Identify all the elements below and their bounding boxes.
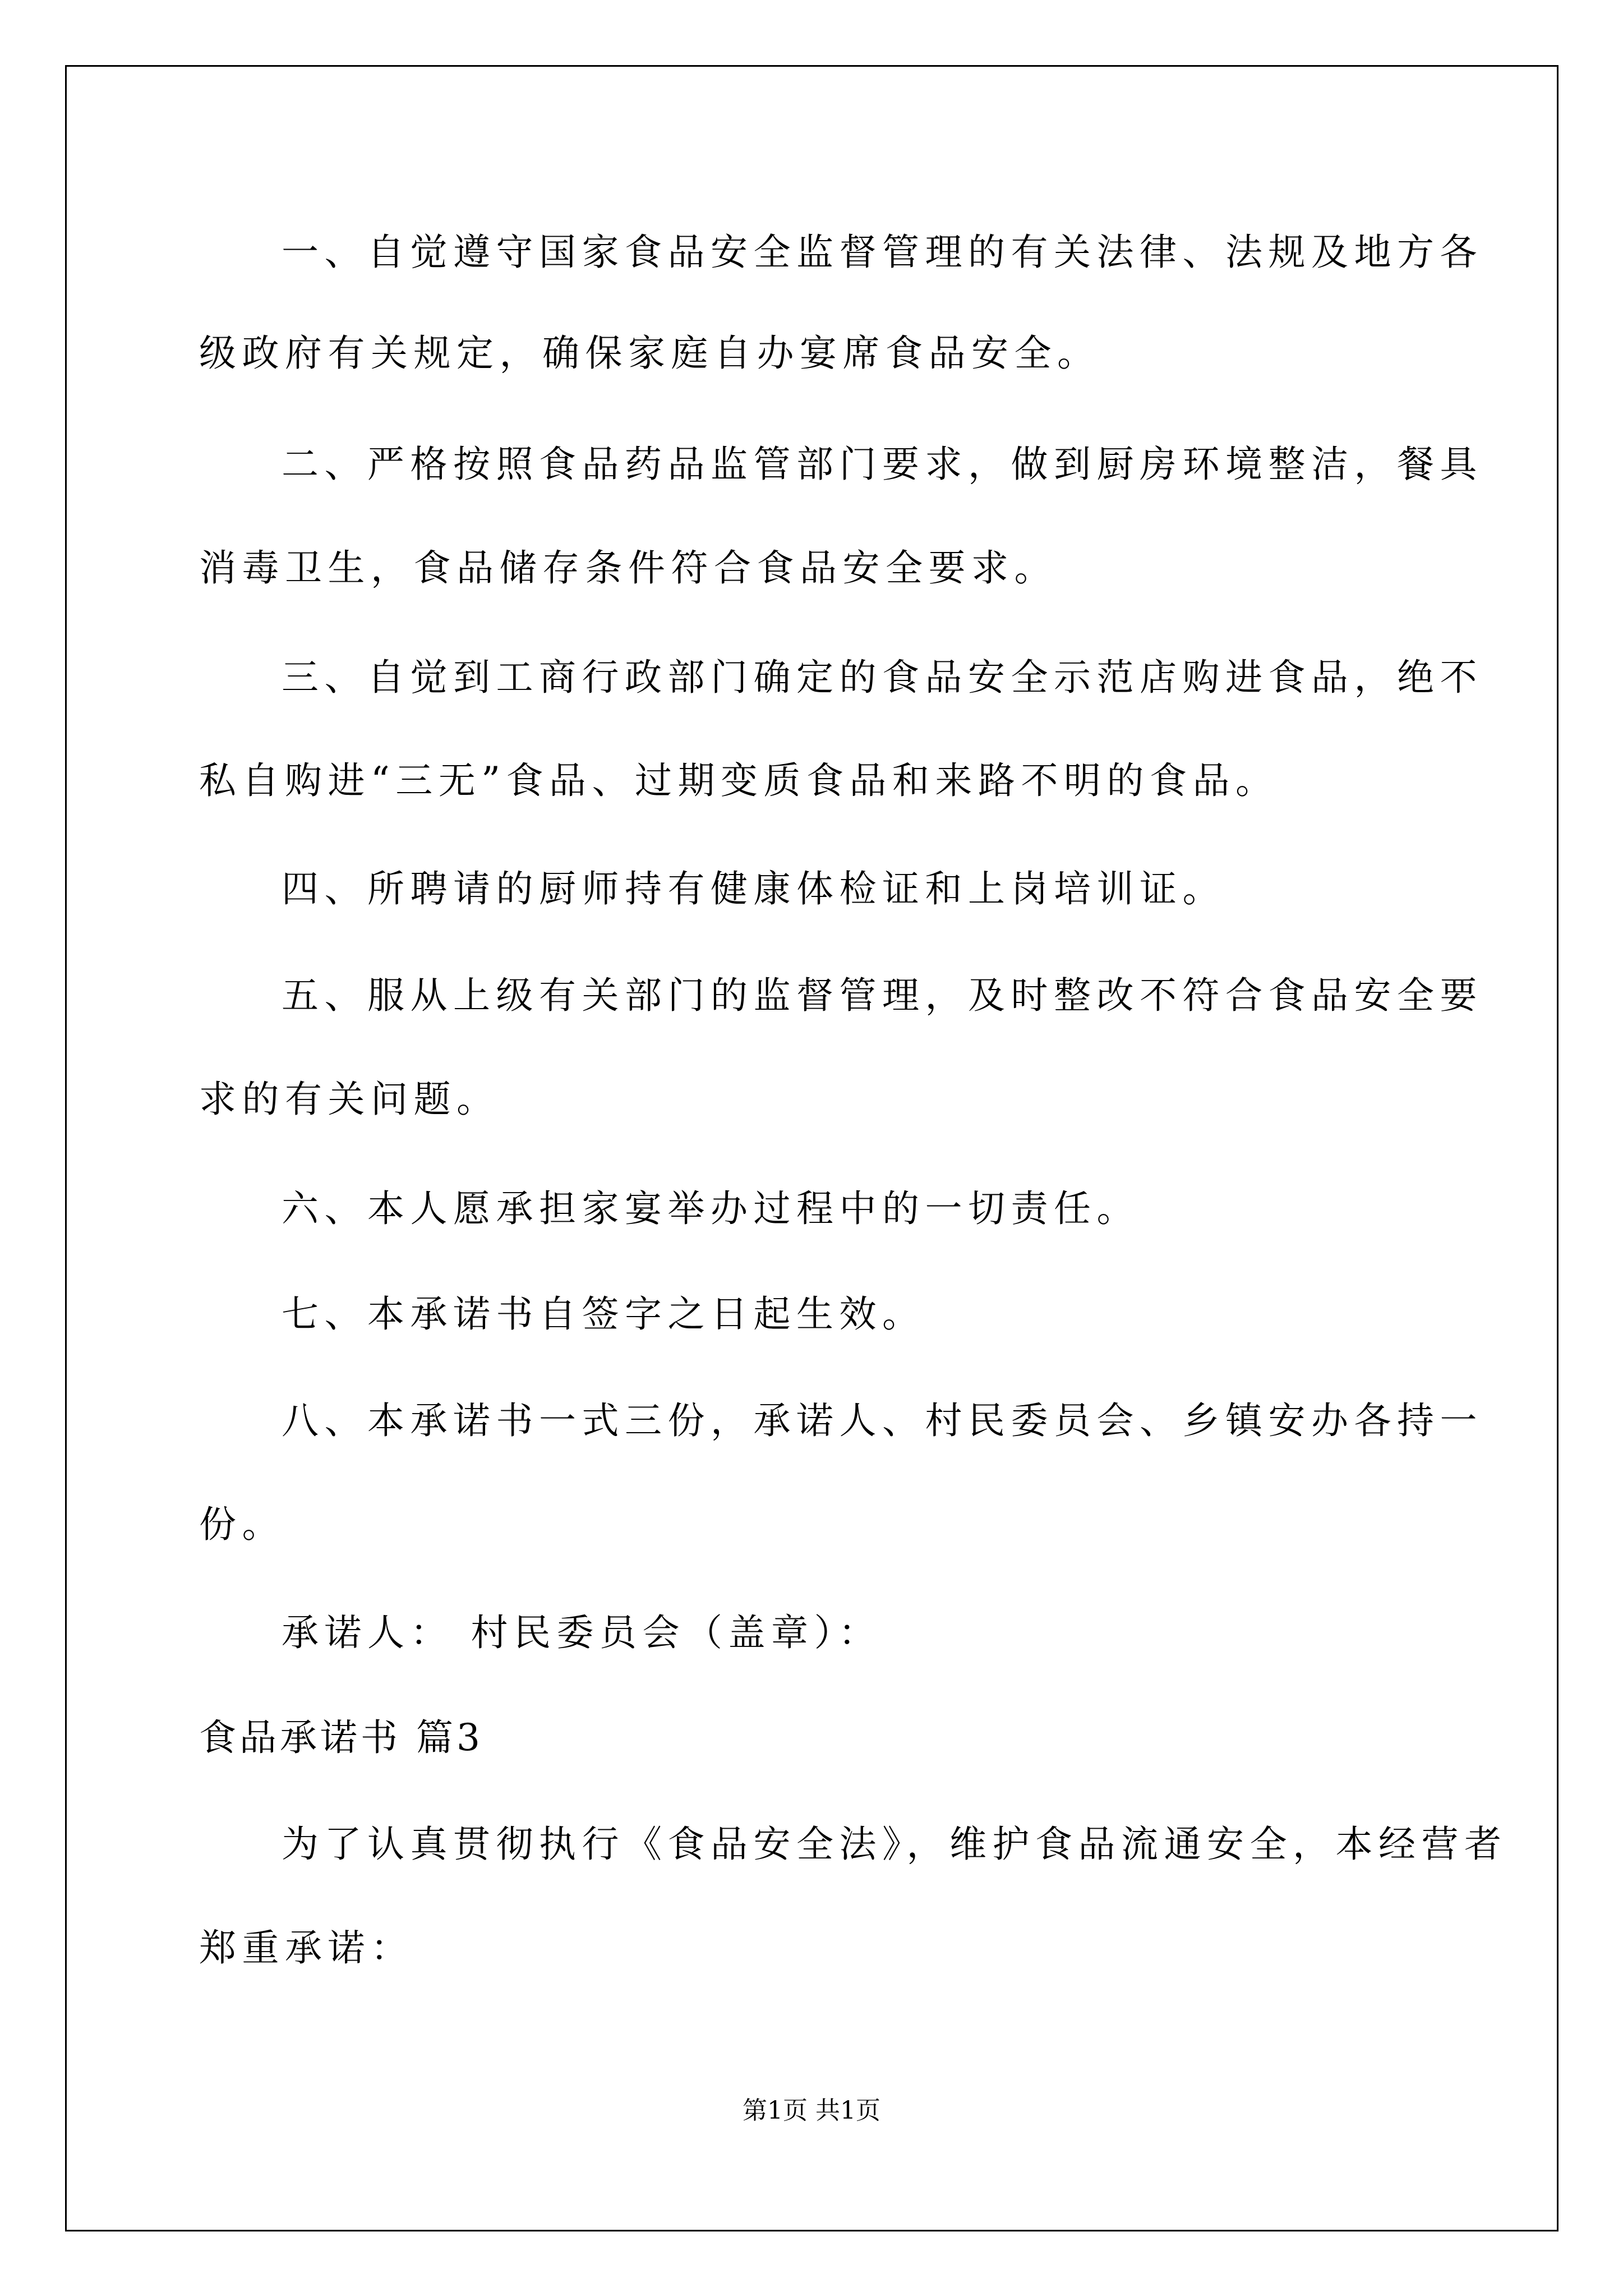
paragraph-9-line-1: 为了认真贯彻执行《食品安全法》，维护食品流通安全，本经营者 bbox=[282, 1823, 1507, 1866]
paragraph-4-line-1: 四、所聘请的厨师持有健康体检证和上岗培训证。 bbox=[282, 867, 1225, 910]
paragraph-5-line-1: 五、服从上级有关部门的监督管理，及时整改不符合食品安全要 bbox=[282, 974, 1483, 1017]
paragraph-9-line-2: 郑重承诺： bbox=[199, 1926, 414, 1970]
paragraph-6-line-1: 六、本人愿承担家宴举办过程中的一切责任。 bbox=[282, 1187, 1140, 1230]
paragraph-3-line-2: 私自购进“三无”食品、过期变质食品和来路不明的食品。 bbox=[199, 759, 1279, 802]
signature-line: 承诺人： 村民委员会（盖章）： bbox=[282, 1611, 882, 1654]
paragraph-5-line-2: 求的有关问题。 bbox=[199, 1078, 500, 1121]
paragraph-8-line-1: 八、本承诺书一式三份，承诺人、村民委员会、乡镇安办各持一 bbox=[282, 1399, 1483, 1442]
section-title: 食品承诺书 篇3 bbox=[199, 1716, 483, 1759]
paragraph-2-line-1: 二、严格按照食品药品监管部门要求，做到厨房环境整洁，餐具 bbox=[282, 443, 1483, 486]
paragraph-1-line-2: 级政府有关规定，确保家庭自办宴席食品安全。 bbox=[199, 332, 1100, 375]
paragraph-3-line-1: 三、自觉到工商行政部门确定的食品安全示范店购进食品，绝不 bbox=[282, 656, 1483, 699]
page-border bbox=[65, 65, 1559, 2231]
paragraph-8-line-2: 份。 bbox=[199, 1503, 285, 1546]
page-number-footer: 第1页 共1页 bbox=[743, 2096, 880, 2125]
paragraph-7-line-1: 七、本承诺书自签字之日起生效。 bbox=[282, 1292, 925, 1336]
paragraph-1-line-1: 一、自觉遵守国家食品安全监督管理的有关法律、法规及地方各 bbox=[282, 231, 1483, 274]
paragraph-2-line-2: 消毒卫生，食品储存条件符合食品安全要求。 bbox=[199, 546, 1057, 590]
